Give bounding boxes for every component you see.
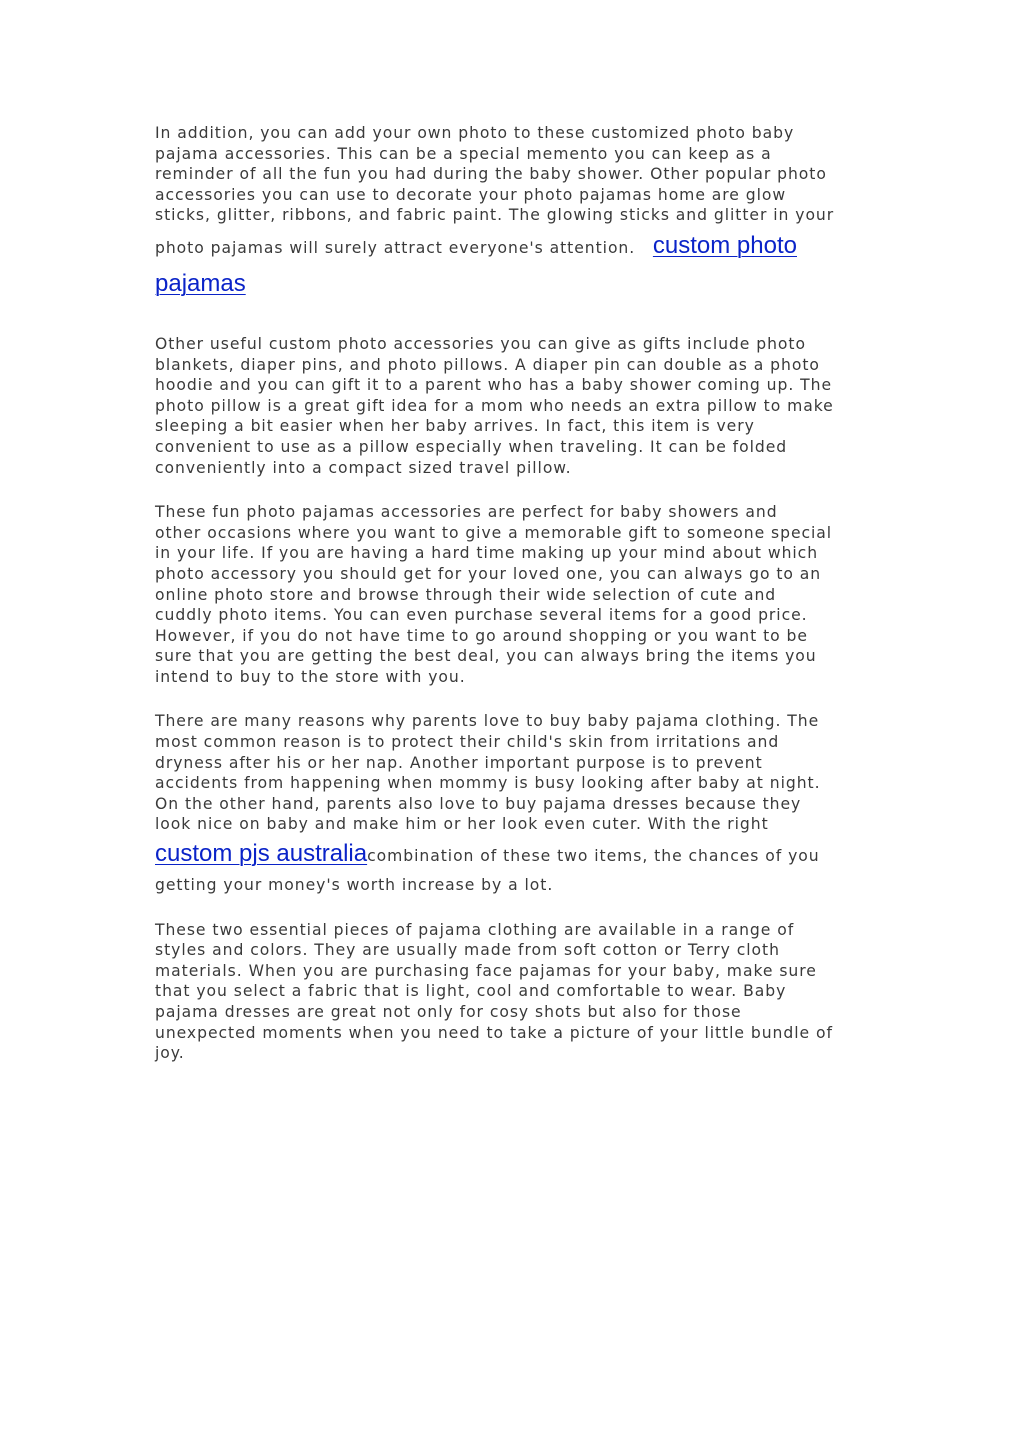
text-line: intend to buy to the store with you. xyxy=(155,667,466,686)
text-line: pajama dresses are great not only for cosy shots but also for those xyxy=(155,1003,742,1021)
text-line: most common reason is to protect their child's skin from irritations and xyxy=(155,733,780,752)
text-line: Other useful custom photo accessories you can give as gifts include photo xyxy=(155,334,806,353)
text-line: photo pillow is a great gift idea for a mom who needs an extra pillow to make xyxy=(155,396,834,415)
document-page xyxy=(155,123,875,1088)
text-line: sticks, glitter, ribbons, and fabric paint. The glowing sticks and glitter in your xyxy=(155,206,835,225)
text-line: unexpected moments when you need to take a picture of your little bundle of xyxy=(155,1023,833,1042)
link-continuation-line xyxy=(155,266,875,304)
custom-pjs-australia-link[interactable]: custom pjs australia xyxy=(155,840,368,868)
text-line-with-link xyxy=(155,839,875,871)
text-line: convenient to use as a pillow especially when traveling. It can be folded xyxy=(155,437,788,456)
text-line: in your life. If you are having a hard time making up your mind about which xyxy=(155,544,819,563)
text-line-with-link xyxy=(155,232,875,262)
text-line: joy. xyxy=(155,1044,185,1063)
paragraph-2 xyxy=(155,334,875,478)
text-line: other occasions where you want to give a memorable gift to someone special xyxy=(155,523,833,542)
text-line: conveniently into a compact sized travel pillow. xyxy=(155,458,572,477)
text-line: In addition, you can add your own photo to these customized photo baby xyxy=(155,124,795,142)
text-line: online photo store and browse through their wide selection of cute and xyxy=(155,585,777,604)
text-line: getting your money's worth increase by a lot. xyxy=(155,876,554,895)
custom-photo-pajamas-link-continued[interactable]: pajamas xyxy=(155,269,246,297)
text-line: look nice on baby and make him or her look even cuter. With the right xyxy=(155,815,769,834)
text-line: materials. When you are purchasing face pajamas for your baby, make sure xyxy=(155,961,817,980)
text-line: that you select a fabric that is light, cool and comfortable to wear. Baby xyxy=(155,982,787,1001)
text-line: accidents from happening when mommy is busy looking after baby at night. xyxy=(155,774,821,793)
paragraph-5 xyxy=(155,920,875,1064)
paragraph-3 xyxy=(155,502,875,687)
text-line: sleeping a bit easier when her baby arrives. In fact, this item is very xyxy=(155,417,755,436)
text-line: cuddly photo items. You can even purchase several items for a good price. xyxy=(155,606,808,625)
custom-photo-pajamas-link[interactable]: custom photo xyxy=(652,231,797,259)
text-line: dryness after his or her nap. Another important purpose is to prevent xyxy=(155,753,763,772)
text-line: photo accessory you should get for your loved one, you can always go to an xyxy=(155,564,822,583)
text-line: reminder of all the fun you had during the baby shower. Other popular photo xyxy=(155,165,827,184)
text-segment: combination of these two items, the chances of you xyxy=(367,847,820,866)
text-line: hoodie and you can gift it to a parent who has a baby shower coming up. The xyxy=(155,376,833,395)
text-line: styles and colors. They are usually made from soft cotton or Terry cloth xyxy=(155,941,780,960)
text-line: However, if you do not have time to go around shopping or you want to be xyxy=(155,626,808,645)
text-line: There are many reasons why parents love to buy baby pajama clothing. The xyxy=(155,712,820,731)
text-line: sure that you are getting the best deal, you can always bring the items you xyxy=(155,647,817,666)
text-line: On the other hand, parents also love to buy pajama dresses because they xyxy=(155,794,802,813)
text-line: accessories you can use to decorate your photo pajamas home are glow xyxy=(155,185,787,204)
text-line: These fun photo pajamas accessories are perfect for baby showers and xyxy=(155,503,778,522)
text-segment: photo pajamas will surely attract everyone's attention. xyxy=(155,238,636,257)
paragraph-4 xyxy=(155,711,875,895)
text-line: pajama accessories. This can be a special memento you can keep as a xyxy=(155,144,772,163)
paragraph-1 xyxy=(155,123,875,304)
text-line: These two essential pieces of pajama clothing are available in a range of xyxy=(155,920,795,939)
text-line: blankets, diaper pins, and photo pillows. A diaper pin can double as a photo xyxy=(155,355,820,374)
